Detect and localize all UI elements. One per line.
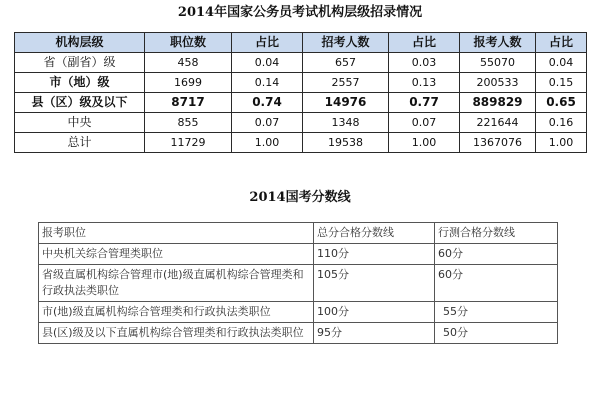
total-score-cell: 110分 (314, 244, 435, 265)
position-cell: 市(地)级直属机构综合管理类和行政执法类职位 (39, 302, 314, 323)
header-recruits: 招考人数 (303, 33, 389, 53)
table-row (39, 244, 558, 265)
pos-ratio-cell: 1.00 (232, 133, 303, 153)
app-ratio-cell: 0.04 (536, 53, 587, 73)
xingce-score-cell: 60分 (435, 265, 558, 302)
rec-ratio-cell: 0.03 (389, 53, 460, 73)
positions-cell: 1699 (145, 73, 232, 93)
app-ratio-cell: 0.15 (536, 73, 587, 93)
table-row (15, 113, 587, 133)
position-cell: 省级直属机构综合管理市(地)级直属机构综合管理类和行政执法类职位 (39, 265, 314, 302)
position-cell: 县(区)级及以下直属机构综合管理类和行政执法类职位 (39, 323, 314, 344)
table-row (39, 302, 558, 323)
header-pos-ratio: 占比 (232, 33, 303, 53)
rec-ratio-cell: 0.07 (389, 113, 460, 133)
total-score-cell: 100分 (314, 302, 435, 323)
app-ratio-cell: 0.16 (536, 113, 587, 133)
xingce-score-cell: 55分 (435, 302, 558, 323)
xingce-score-cell: 50分 (435, 323, 558, 344)
header-total-score: 总分合格分数线 (314, 223, 435, 244)
rec-ratio-cell: 0.13 (389, 73, 460, 93)
applicants-cell: 221644 (460, 113, 536, 133)
rec-ratio-cell: 1.00 (389, 133, 460, 153)
table-row (39, 265, 558, 302)
pos-ratio-cell: 0.04 (232, 53, 303, 73)
table2-title: 2014国考分数线 (249, 190, 351, 205)
positions-cell: 11729 (145, 133, 232, 153)
header-level: 机构层级 (15, 33, 145, 53)
app-ratio-cell: 0.65 (536, 93, 587, 113)
pos-ratio-cell: 0.07 (232, 113, 303, 133)
row-label: 市（地）级 (15, 73, 145, 93)
header-positions: 职位数 (145, 33, 232, 53)
table-row (15, 93, 587, 113)
recruitment-table (14, 32, 587, 153)
table-row (15, 53, 587, 73)
pos-ratio-cell: 0.74 (232, 93, 303, 113)
positions-cell: 855 (145, 113, 232, 133)
rec-ratio-cell: 0.77 (389, 93, 460, 113)
total-score-cell: 95分 (314, 323, 435, 344)
table2-header-row (39, 223, 558, 244)
total-score-cell: 105分 (314, 265, 435, 302)
recruits-cell: 2557 (303, 73, 389, 93)
recruits-cell: 14976 (303, 93, 389, 113)
header-app-ratio: 占比 (536, 33, 587, 53)
positions-cell: 8717 (145, 93, 232, 113)
row-label: 县（区）级及以下 (15, 93, 145, 113)
header-applicants: 报考人数 (460, 33, 536, 53)
applicants-cell: 1367076 (460, 133, 536, 153)
header-position: 报考职位 (39, 223, 314, 244)
xingce-score-cell: 60分 (435, 244, 558, 265)
recruits-cell: 19538 (303, 133, 389, 153)
header-rec-ratio: 占比 (389, 33, 460, 53)
recruits-cell: 657 (303, 53, 389, 73)
positions-cell: 458 (145, 53, 232, 73)
position-cell: 中央机关综合管理类职位 (39, 244, 314, 265)
header-xingce-score: 行测合格分数线 (435, 223, 558, 244)
table-row (15, 133, 587, 153)
row-label: 总计 (15, 133, 145, 153)
pos-ratio-cell: 0.14 (232, 73, 303, 93)
applicants-cell: 200533 (460, 73, 536, 93)
row-label: 中央 (15, 113, 145, 133)
table-row (39, 323, 558, 344)
table1-title: 2014年国家公务员考试机构层级招录情况 (177, 5, 423, 20)
app-ratio-cell: 1.00 (536, 133, 587, 153)
applicants-cell: 889829 (460, 93, 536, 113)
recruits-cell: 1348 (303, 113, 389, 133)
table1-header-row (15, 33, 587, 53)
score-line-table (38, 222, 558, 344)
table-row (15, 73, 587, 93)
row-label: 省（副省）级 (15, 53, 145, 73)
applicants-cell: 55070 (460, 53, 536, 73)
